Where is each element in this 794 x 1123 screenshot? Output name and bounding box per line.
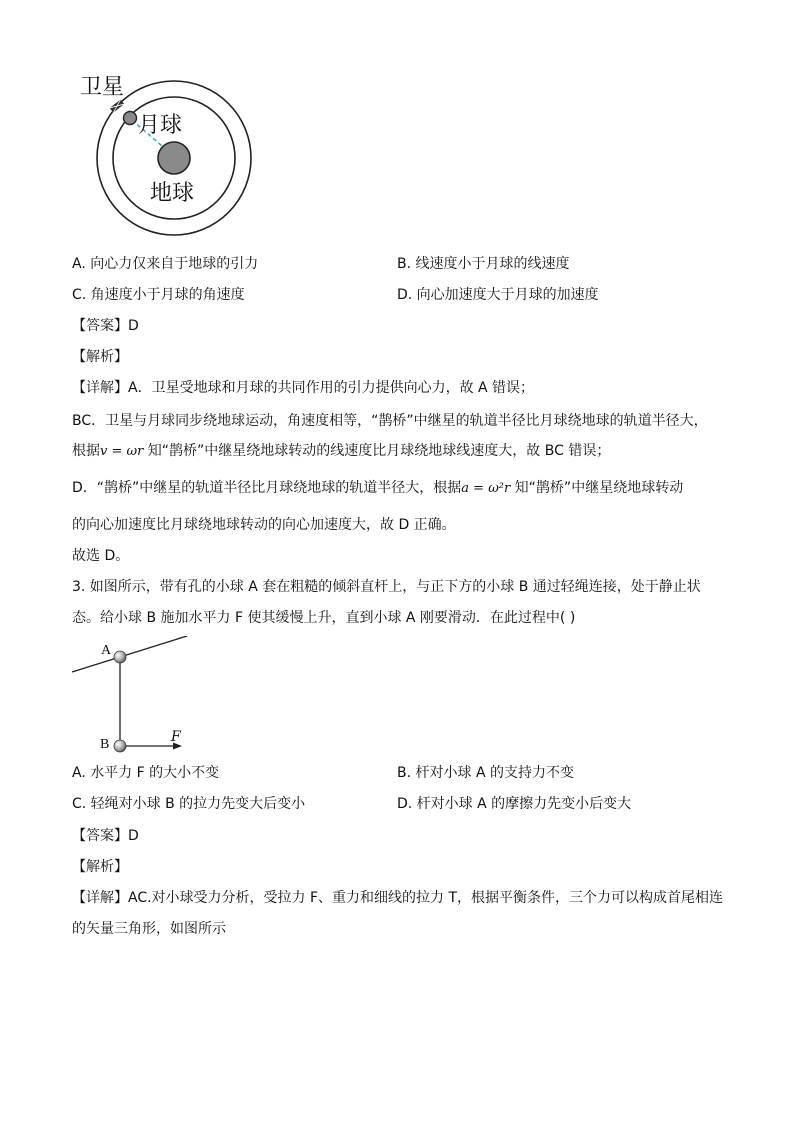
q2-formula-a-omega2-r: a = ω²r <box>461 481 511 496</box>
q3-detail-line1 <box>72 888 723 908</box>
q2-detail-text1: A．卫星受地球和月球的共同作用的引力提供向心力，故 A 错误； <box>128 380 535 396</box>
label-a: A <box>101 643 112 658</box>
moon <box>124 112 137 125</box>
q2-option-b: B. 线速度小于月球的线速度 <box>397 256 570 272</box>
q3-stem-line1: 3. 如图所示，带有孔的小球 A 套在粗糙的倾斜直杆上，与正下方的小球 B 通过轻绳连接，处于静止状 <box>72 579 701 595</box>
ball-b <box>114 740 126 752</box>
q2-option-a: A. 向心力仅来自于地球的引力 <box>72 256 259 272</box>
ball-a <box>114 651 126 663</box>
q2-answer <box>72 316 139 336</box>
q2-detail-tag: 【详解】 <box>72 380 128 396</box>
q2-analysis-tag: 【解析】 <box>72 349 128 365</box>
q2-formula-v-omega-r: v = ωr <box>100 444 144 459</box>
label-f: F <box>171 729 181 745</box>
inclined-rod <box>72 636 187 672</box>
satellite-label: 卫星 <box>80 75 125 100</box>
q2-answer-tag: 【答案】 <box>72 318 128 334</box>
q2-detail-line5: 的向心加速度比月球绕地球转动的向心加速度大，故 D 正确。 <box>72 517 456 533</box>
q3-detail-line2: 的矢量三角形，如图所示 <box>72 921 226 937</box>
q3-detail-text1: AC.对小球受力分析，受拉力 F、重力和细线的拉力 T，根据平衡条件，三个力可以构成首尾相连 <box>128 890 724 906</box>
q2-detail-line3-pre: 根据 <box>72 443 100 459</box>
q3-detail-tag: 【详解】 <box>72 890 128 906</box>
earth <box>158 142 190 174</box>
earth-label: 地球 <box>150 181 195 206</box>
q2-option-c: C. 角速度小于月球的角速度 <box>72 287 245 303</box>
q2-detail-line3-post: 知“鹊桥”中继星绕地球转动的线速度比月球绕地球线速度大，故 BC 错误； <box>143 443 611 459</box>
q2-detail-line4-pre: D．“鹊桥”中继星的轨道半径比月球绕地球的轨道半径大，根据 <box>72 480 462 496</box>
q3-stem-line2: 态。给小球 B 施加水平力 F 使其缓慢上升，直到小球 A 刚要滑动．在此过程中( ) <box>72 610 576 626</box>
q3-answer-tag: 【答案】 <box>72 828 128 844</box>
moon-label: 月球 <box>138 113 183 138</box>
q2-detail-line3 <box>72 441 610 462</box>
q2-detail-line1 <box>72 378 534 398</box>
q2-answer-value: D <box>128 318 139 334</box>
label-b: B <box>100 737 110 752</box>
q2-detail-line4 <box>72 478 683 499</box>
q2-conclusion: 故选 D。 <box>72 548 130 564</box>
q3-answer-value: D <box>128 828 139 844</box>
q2-detail-line4-post: 知“鹊桥”中继星绕地球转动 <box>510 480 684 496</box>
q3-option-c: C. 轻绳对小球 B 的拉力先变大后变小 <box>72 796 306 812</box>
q3-option-d: D. 杆对小球 A 的摩擦力先变小后变大 <box>397 796 632 812</box>
q3-option-a: A. 水平力 F 的大小不变 <box>72 765 220 781</box>
q2-option-d: D. 向心加速度大于月球的加速度 <box>397 287 599 303</box>
q2-detail-line2: BC．卫星与月球同步绕地球运动，角速度相等，“鹊桥”中继星的轨道半径比月球绕地球的轨道半径大， <box>72 413 708 429</box>
q3-answer <box>72 826 139 846</box>
q3-option-b: B. 杆对小球 A 的支持力不变 <box>397 765 574 781</box>
q3-analysis-tag: 【解析】 <box>72 859 128 875</box>
satellite-icon <box>110 99 125 112</box>
